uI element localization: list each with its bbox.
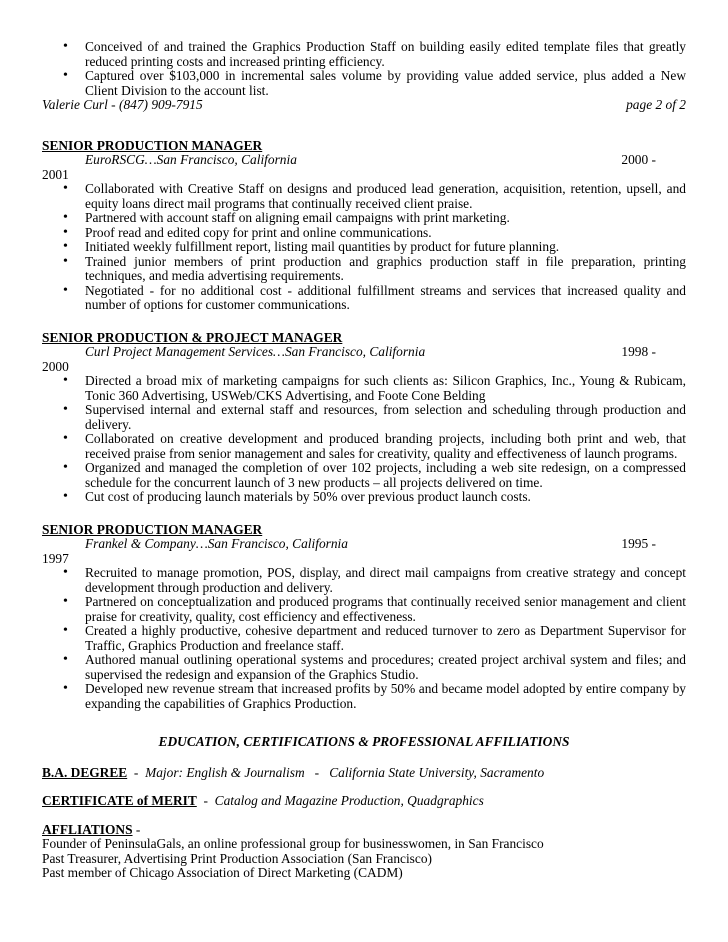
affiliation-item: Founder of PeninsulaGals, an online professional group for businesswomen, in San Francisco xyxy=(42,836,544,851)
bullet-item: • Collaborated on creative development and produced branding projects, including both print and web, that received praise from senior management and sales for creativity, quality and effectiveness of launch programs. xyxy=(42,432,686,461)
certificate-detail: Catalog and Magazine Production, Quadgraphics xyxy=(214,793,484,808)
end-year: 1997 xyxy=(42,550,69,566)
affiliations-heading xyxy=(42,823,686,838)
degree-label: B.A. DEGREE xyxy=(42,764,128,780)
degree-line xyxy=(42,766,686,781)
bullet-item: • Captured over $103,000 in incremental sales volume by providing value added service, plus added a New Client Division to the account list. xyxy=(42,69,686,98)
employer-row xyxy=(42,537,686,552)
employer: Frankel & Company…San Francisco, California xyxy=(85,536,348,551)
running-header xyxy=(42,98,686,113)
job-title: SENIOR PRODUCTION MANAGER xyxy=(42,137,263,153)
job-entry xyxy=(42,523,686,712)
end-year: 2000 xyxy=(42,358,69,374)
job-entry xyxy=(42,139,686,313)
start-year: 1995 - xyxy=(621,536,656,551)
continued-bullets xyxy=(42,40,686,98)
job-title: SENIOR PRODUCTION MANAGER xyxy=(42,521,263,537)
bullet-item: • Partnered on conceptualization and produced programs that continually received senior management and client praise for creativity, quality, cost efficiency and effectiveness. xyxy=(42,595,686,624)
affiliation-item: Past Treasurer, Advertising Print Production Association (San Francisco) xyxy=(42,850,432,866)
bullet-item: • Created a highly productive, cohesive department and reduced turnover to zero as Department Supervisor for Traffic, Graphics Production and freelance staff. xyxy=(42,624,686,653)
bullet-item: • Conceived of and trained the Graphics Production Staff on building easily edited template files that greatly reduced printing costs and increased printing efficiency. xyxy=(42,40,686,69)
end-year: 2001 xyxy=(42,166,69,182)
affiliations-separator: - xyxy=(132,821,141,837)
job-entry xyxy=(42,331,686,505)
bullet-item: • Directed a broad mix of marketing campaigns for such clients as: Silicon Graphics, Inc., Young & Rubicam, Tonic 360 Advertising, USWeb/CKS Advertising, and Foote Cone Belding xyxy=(42,374,686,403)
employer-row xyxy=(42,345,686,360)
affiliations-label: AFFLIATIONS xyxy=(42,821,133,837)
bullet-item: • Recruited to manage promotion, POS, display, and direct mail campaigns from creative strategy and concept development through production and delivery. xyxy=(42,566,686,595)
header-name-phone: Valerie Curl - (847) 909-7915 xyxy=(42,97,203,112)
job-bullets xyxy=(42,374,686,505)
job-bullets xyxy=(42,182,686,313)
bullet-item: • Collaborated with Creative Staff on designs and produced lead generation, acquisition, retention, upsell, and equity loans direct mail programs that continually received client praise. xyxy=(42,182,686,211)
start-year: 2000 - xyxy=(621,152,656,167)
bullet-item: • Developed new revenue stream that increased profits by 50% and became model adopted by entire company by expanding the capabilities of Graphics Production. xyxy=(42,682,686,711)
bullet-item: • Proof read and edited copy for print and online communications. xyxy=(42,226,686,241)
education-heading: EDUCATION, CERTIFICATIONS & PROFESSIONAL AFFILIATIONS xyxy=(158,734,570,749)
bullet-item: • Initiated weekly fulfillment report, listing mail quantities by product for future planning. xyxy=(42,240,686,255)
degree-separator: - xyxy=(127,764,146,780)
certificate-separator: - xyxy=(196,793,215,808)
degree-major: Major: English & Journalism xyxy=(145,764,305,780)
bullet-item: • Cut cost of producing launch materials by 50% over previous product launch costs. xyxy=(42,490,686,505)
employer: Curl Project Management Services…San Francisco, California xyxy=(85,344,426,359)
degree-school: California State University, Sacramento xyxy=(329,764,545,780)
affiliation-item: Past member of Chicago Association of Direct Marketing (CADM) xyxy=(42,865,403,880)
job-bullets xyxy=(42,566,686,711)
bullet-item: • Negotiated - for no additional cost - additional fulfillment streams and services that increased quality and number of options for customer communications. xyxy=(42,284,686,313)
bullet-item: • Partnered with account staff on aligning email campaigns with print marketing. xyxy=(42,211,686,226)
bullet-item: • Organized and managed the completion of over 102 projects, including a web site redesign, on a compressed schedule for the concurrent launch of 3 new products – all projects delivered on time. xyxy=(42,461,686,490)
bullet-item: • Authored manual outlining operational systems and procedures; created project archival system and files; and supervised the redesign and expansion of the Graphics Studio. xyxy=(42,653,686,682)
employer-row xyxy=(42,153,686,168)
employer: EuroRSCG…San Francisco, California xyxy=(85,152,297,167)
bullet-item: • Supervised internal and external staff and resources, from selection and scheduling through production and delivery. xyxy=(42,403,686,432)
header-page-number: page 2 of 2 xyxy=(626,97,686,112)
certificate-label: CERTIFICATE of MERIT xyxy=(42,793,197,808)
affiliations-block xyxy=(42,823,686,881)
certificate-line xyxy=(42,794,686,809)
degree-separator-2: - xyxy=(304,764,330,780)
bullet-item: • Trained junior members of print production and graphics production staff in file preparation, printing techniques, and media advertising requirements. xyxy=(42,255,686,284)
job-title: SENIOR PRODUCTION & PROJECT MANAGER xyxy=(42,329,343,345)
start-year: 1998 - xyxy=(621,344,656,359)
resume-page xyxy=(42,40,686,881)
